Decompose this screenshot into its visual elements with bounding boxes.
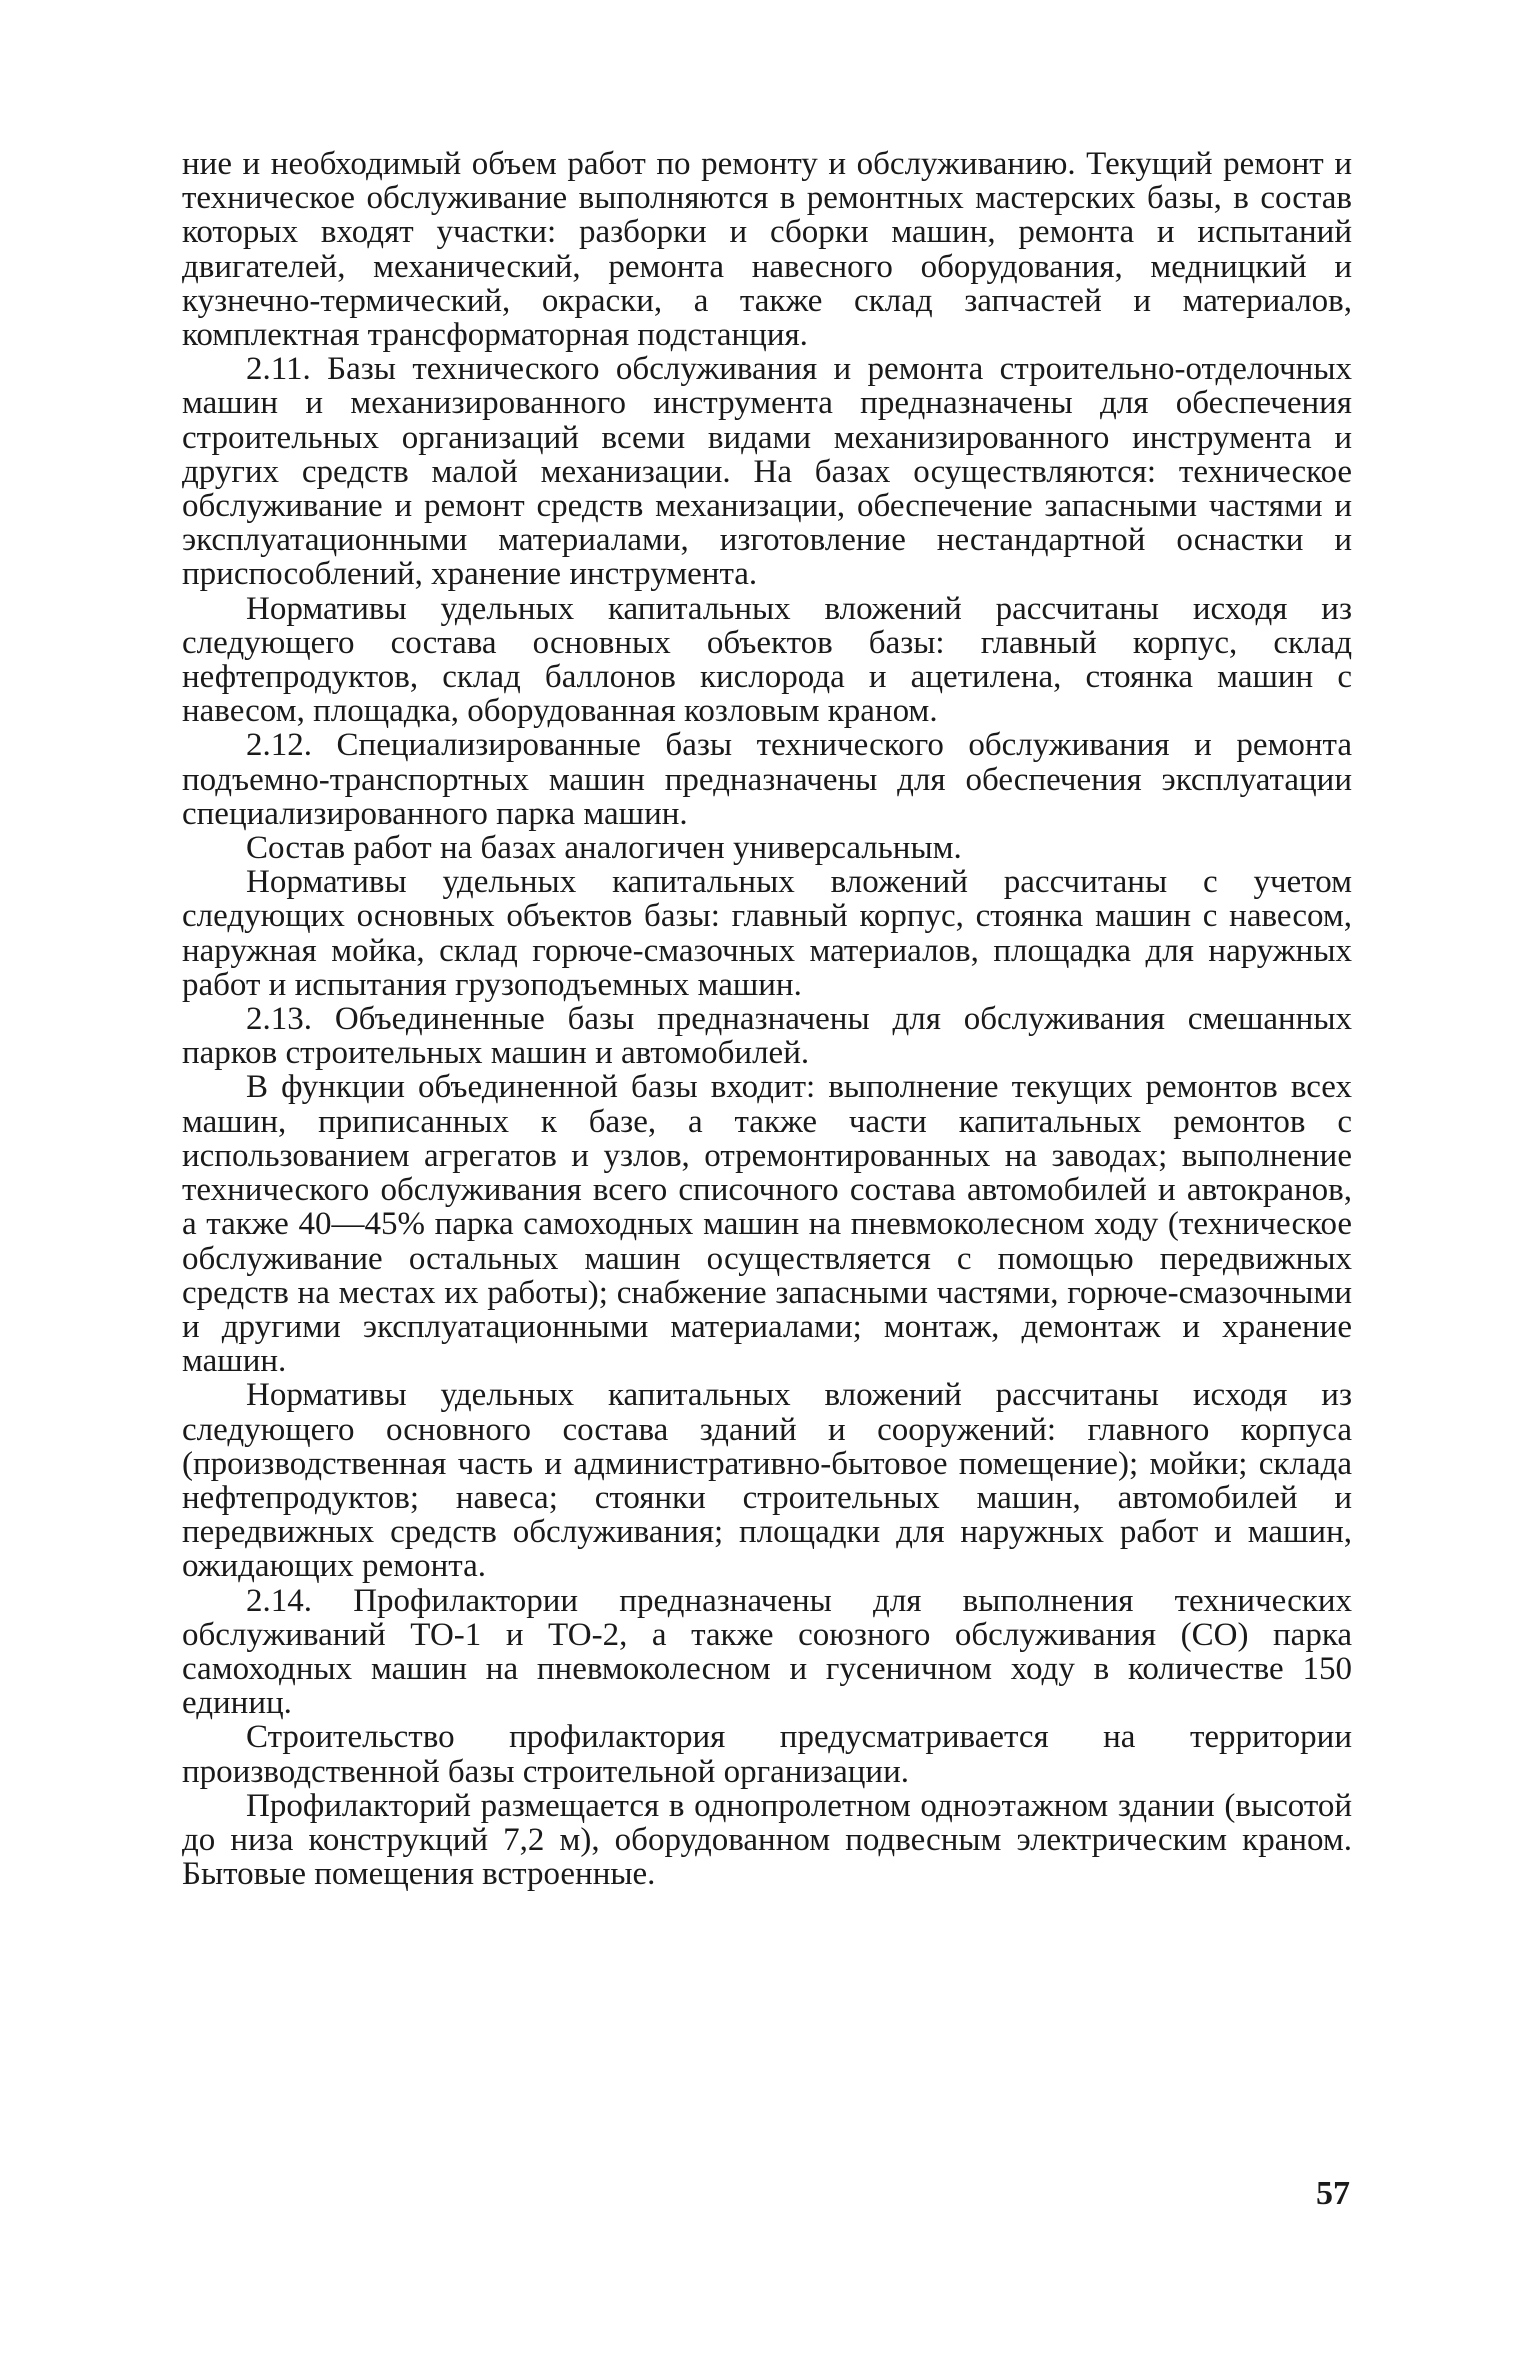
paragraph-2-11: 2.11. Базы технического обслуживания и ремонта строительно-отделочных машин и механизированного инструмента предназначены для обеспечения строительных организаций всеми видами механизированного инструмента и других средств малой механизации. На базах осуществляются: техническое обслуживание и ремонт средств механизации, обеспечение запасными частями и эксплуатационными материалами, изготовление нестандартной оснастки и приспособлений, хранение инструмента. (182, 351, 1352, 593)
paragraph-2-12: 2.12. Специализированные базы технического обслуживания и ремонта подъемно-транспортных машин предназначены для обеспечения эксплуатации специализированного парка машин. (182, 727, 1352, 832)
paragraph-2-14: 2.14. Профилактории предназначены для выполнения технических обслуживаний ТО-1 и ТО-2, а также союзного обслуживания (СО) парка самоходных машин на пневмоколесном и гусеничном ходу в количестве 150 единиц. (182, 1582, 1352, 1722)
paragraph-2-13-functions: В функции объединенной базы входит: выполнение текущих ремонтов всех машин, приписанных к базе, а также части капитальных ремонтов с использованием агрегатов и узлов, отремонтированных на заводах; выполнение технического обслуживания всего списочного состава автомобилей и автокранов, а также 40—45% парка самоходных машин на пневмоколесном ходу (техническое обслуживание остальных машин осуществляется с помощью передвижных средств на местах их работы); снабжение запасными частями, горюче-смазочными и другими эксплуатационными материалами; монтаж, демонтаж и хранение машин. (182, 1069, 1352, 1380)
body-text (182, 147, 1352, 1891)
paragraph-2-13: 2.13. Объединенные базы предназначены для обслуживания смешанных парков строительных машин и автомобилей. (182, 1001, 1352, 1072)
paragraph-continuation: ние и необходимый объем работ по ремонту и обслуживанию. Текущий ремонт и техническое обслуживание выполняются в ремонтных мастерских базы, в состав которых входят участки: разборки и сборки машин, ремонта и испытаний двигателей, механический, ремонта навесного оборудования, медницкий и кузнечно-термический, окраски, а также склад запчастей и материалов, комплектная трансформаторная подстанция. (182, 146, 1352, 354)
page-number: 57 (1316, 2175, 1350, 2212)
paragraph-2-14-construction: Строительство профилактория предусматривается на территории производственной базы строительной организации. (182, 1719, 1352, 1790)
paragraph-2-12-works: Состав работ на базах аналогичен универсальным. (246, 830, 962, 867)
paragraph-2-12-norms: Нормативы удельных капитальных вложений рассчитаны с учетом следующих основных объектов базы: главный корпус, стоянка машин с навесом, наружная мойка, склад горюче-смазочных материалов, площадка для наружных работ и испытания грузоподъемных машин. (182, 864, 1352, 1003)
paragraph-2-13-norms: Нормативы удельных капитальных вложений рассчитаны исходя из следующего основного состава зданий и сооружений: главного корпуса (производственная часть и административно-бытовое помещение); мойки; склада нефтепродуктов; навеса; стоянки строительных машин, автомобилей и передвижных средств обслуживания; площадки для наружных работ и машин, ожидающих ремонта. (182, 1377, 1352, 1585)
paragraph-2-14-placement: Профилакторий размещается в однопролетном одноэтажном здании (высотой до низа конструкций 7,2 м), оборудованном подвесным электрическим краном. Бытовые помещения встроенные. (182, 1787, 1352, 1893)
paragraph-2-11-norms: Нормативы удельных капитальных вложений рассчитаны исходя из следующего состава основных объектов базы: главный корпус, склад нефтепродуктов, склад баллонов кислорода и ацетилена, стоянка машин с навесом, площадка, оборудованная козловым краном. (182, 590, 1352, 730)
